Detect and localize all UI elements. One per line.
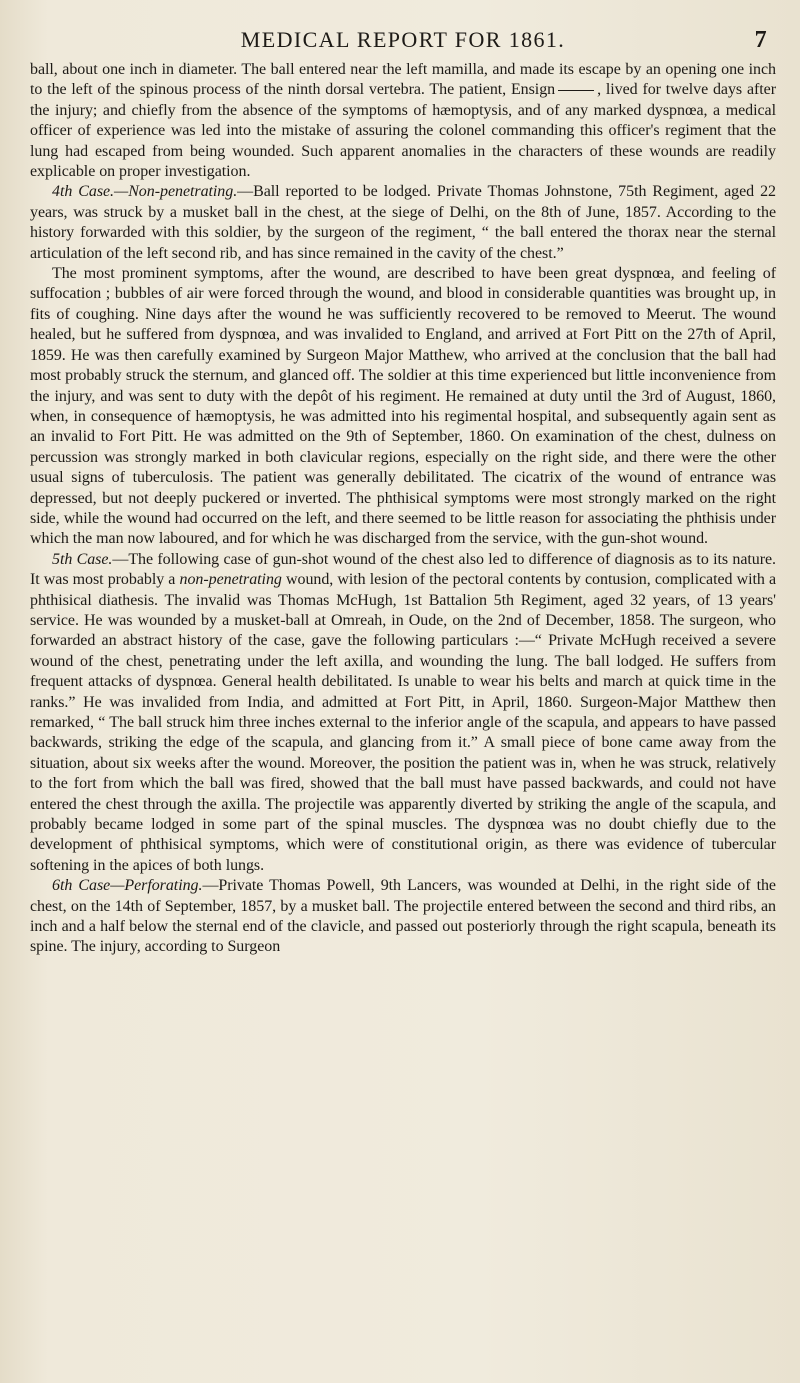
paragraph-text: —The following case of gun-shot wound of the chest also led to difference of diagnosis as to its nature. It was most probably a <box>30 550 777 589</box>
paragraph-text: —Private Thomas Powell, 9th Lancers, was wounded at Delhi, in the right side of the chest, on the 14th of September, 1857, by a musket ball. The projectile entered between the second and third ribs, an inch and a half below the sternal end of the clavicle, and passed out posteriorly through the right scapula, beneath its spine. The injury, according to Surgeon <box>30 877 776 956</box>
paragraph-case-4-symptoms <box>30 264 776 550</box>
page-number: 7 <box>754 27 768 53</box>
paragraph-case-6 <box>30 876 776 958</box>
body-text <box>30 60 776 958</box>
paragraph-text: , lived for twelve days after the injury; and chiefly from the absence of the symptoms of hæmoptysis, and of any marked dyspnœa, a medical officer of experience was led into the mistake of assuring the colonel commanding this officer's regiment that the lung had escaped from being wounded. Such apparent anomalies in the characters of these wounds are readily explicable on proper investigation. <box>30 81 776 181</box>
paragraph-continuation <box>30 60 776 182</box>
paragraph-text: —Ball reported to be lodged. Private Thomas Johnstone, 75th Regiment, aged 22 years, was struck by a musket ball in the chest, at the siege of Delhi, on the 8th of June, 1857. According to the history forwarded with this soldier, by the surgeon of the regiment, “ the ball entered the thorax near the sternal articulation of the left second rib, and has since remained in the cavity of the chest.” <box>30 183 776 262</box>
running-title: MEDICAL REPORT FOR 1861. <box>240 27 566 52</box>
case-heading: 6th Case—Perforating. <box>52 877 203 895</box>
paragraph-text: The most prominent symptoms, after the wound, are described to have been great dyspnœa, and feeling of suffocation ; bubbles of air were forced through the wound, and blood in considerable quantities was brought up, in fits of coughing. Nine days after the wound he was sufficiently recovered to be removed to Meerut. The wound healed, but he suffered from dyspnœa, and was invalided to England, and arrived at Fort Pitt on the 27th of April, 1859. He was then carefully examined by Surgeon Major Matthew, who arrived at the conclusion that the ball had most probably struck the sternum, and glanced off. The soldier at this time experienced but little inconvenience from the injury, and was sent to duty with the depôt of his regiment. He remained at duty until the 3rd of August, 1860, when, in consequence of hæmoptysis, he was admitted into his regimental hospital, and subsequently again sent as an invalid to Fort Pitt. He was admitted on the 9th of September, 1860. On examination of the chest, dulness on percussion was strongly marked in both clavicular regions, especially on the right side, and there were the other usual signs of tuberculosis. The patient was generally debilitated. The cicatrix of the wound of entrance was depressed, but not deeply puckered or inverted. The phthisical symptoms were most strongly marked on the right side, while the wound had occurred on the left, and there seemed to be little reason for associating the phthisis under which the man now laboured, and for which he was discharged from the service, with the gun-shot wound. <box>30 265 776 548</box>
paragraph-text: ball, about one inch in diameter. The ball entered near the left mamilla, and made its escape by an opening one inch to the left of the spinous process of the ninth dorsal vertebra. The patient, Ensign <box>30 61 776 99</box>
redacted-name-dash <box>558 90 594 91</box>
emphasis-text: non-penetrating <box>179 571 282 589</box>
paragraph-text: wound, with lesion of the pectoral contents by contusion, complicated with a phthisical diathesis. The invalid was Thomas McHugh, 1st Battalion 5th Regiment, aged 32 years, of 13 years' service. He was wounded by a musket-ball at Omreah, in Oude, on the 2nd of December, 1858. The surgeon, who forwarded an abstract history of the case, gave the following particulars :—“ Private McHugh received a severe wound of the chest, penetrating under the left axilla, and wounding the lung. The ball lodged. He suffers from frequent attacks of dyspnœa. General health debilitated. Is unable to wear his belts and march at quick time in the ranks.” He was invalided from India, and admitted at Fort Pitt, in April, 1860. Surgeon-Major Matthew then remarked, “ The ball struck him three inches external to the inferior angle of the scapula, and appears to have passed backwards, striking the edge of the scapula, and glancing from it.” A small piece of bone came away from the situation, about six weeks after the wound. Moreover, the position the patient was in, when he was struck, relatively to the fort from which the ball was fired, showed that the ball must have passed backwards, and could not have entered the chest through the axilla. The projectile was apparently diverted by striking the angle of the scapula, and probably became lodged in some part of the spinal muscles. The dyspnœa was no doubt chiefly due to the development of phthisical symptoms, which were of constitutional origin, as there was evidence of tubercular softening in the apices of both lungs. <box>30 571 777 874</box>
case-heading: 5th Case. <box>52 550 113 568</box>
paragraph-case-5 <box>30 550 776 877</box>
running-head <box>30 20 776 60</box>
case-heading: 4th Case.—Non-penetrating. <box>52 183 238 201</box>
paragraph-case-4 <box>30 182 776 264</box>
